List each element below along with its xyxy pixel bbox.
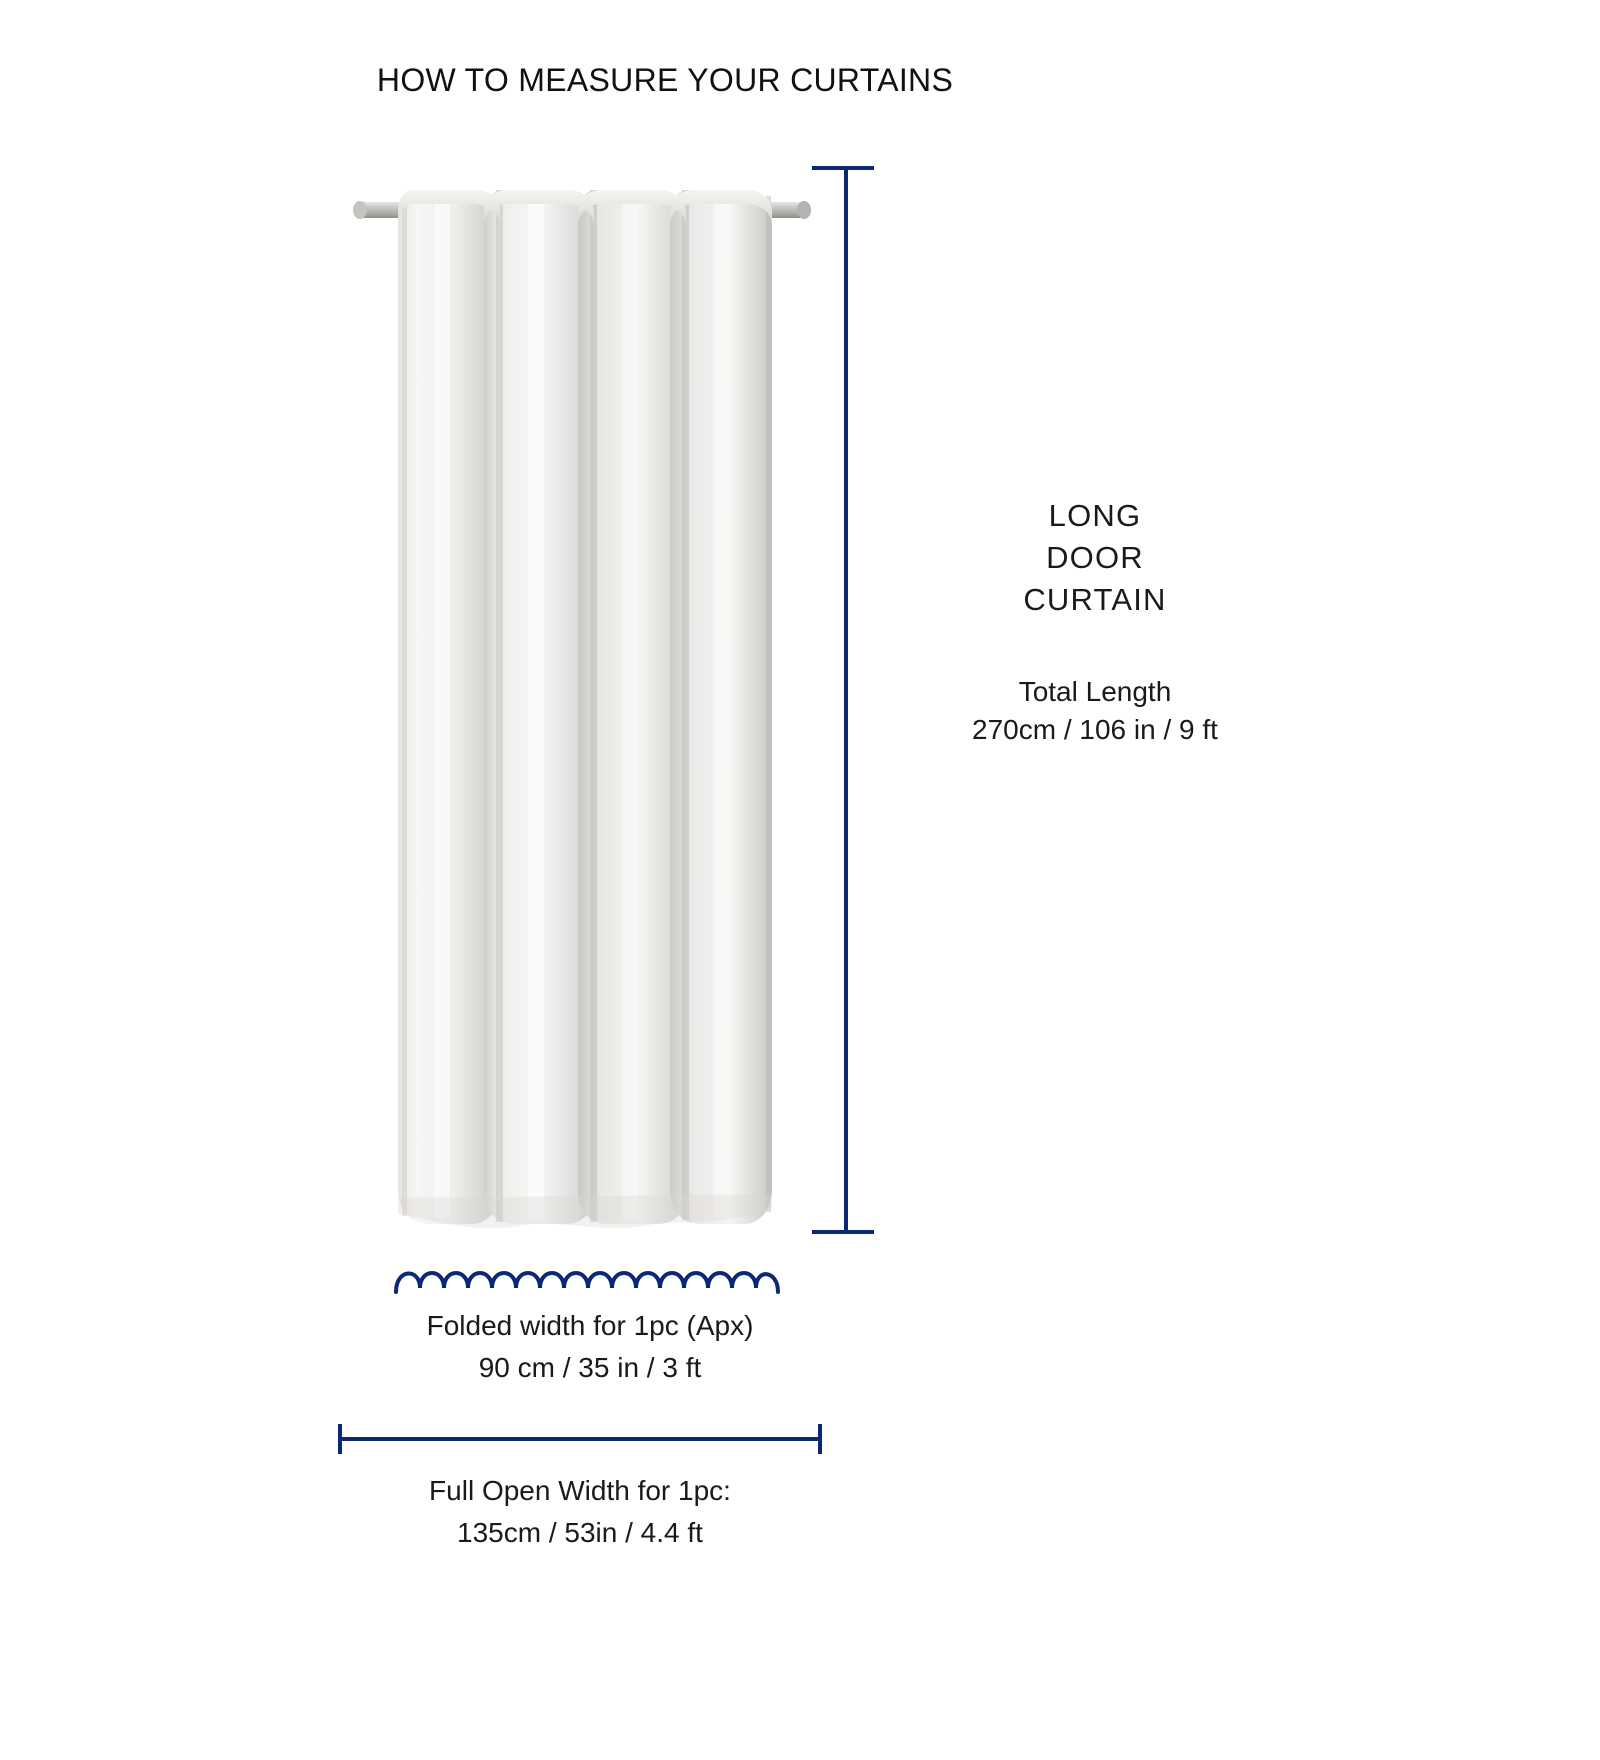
horizontal-dimension-line-icon	[320, 1420, 840, 1460]
label-spacer	[855, 621, 1335, 673]
curtain-illustration	[350, 168, 820, 1230]
curtain-panel-icon	[350, 168, 820, 1230]
folded-width-label: Folded width for 1pc (Apx)	[426, 1310, 754, 1341]
wavy-width-indicator-icon	[392, 1258, 782, 1306]
page-title: HOW TO MEASURE YOUR CURTAINS	[376, 62, 954, 98]
product-name-line-3: CURTAIN	[1023, 582, 1167, 617]
open-width-caption	[320, 1470, 840, 1554]
product-name-line-1: LONG	[1048, 498, 1142, 533]
product-info-block	[855, 495, 1335, 749]
folded-width-value: 90 cm / 35 in / 3 ft	[478, 1352, 702, 1383]
total-length-label: Total Length	[1018, 676, 1172, 707]
open-width-label: Full Open Width for 1pc:	[429, 1475, 731, 1506]
total-length-value: 270cm / 106 in / 9 ft	[972, 714, 1218, 745]
product-name-line-2: DOOR	[1046, 540, 1144, 575]
open-width-value: 135cm / 53in / 4.4 ft	[457, 1517, 703, 1548]
folded-width-caption	[330, 1305, 850, 1389]
